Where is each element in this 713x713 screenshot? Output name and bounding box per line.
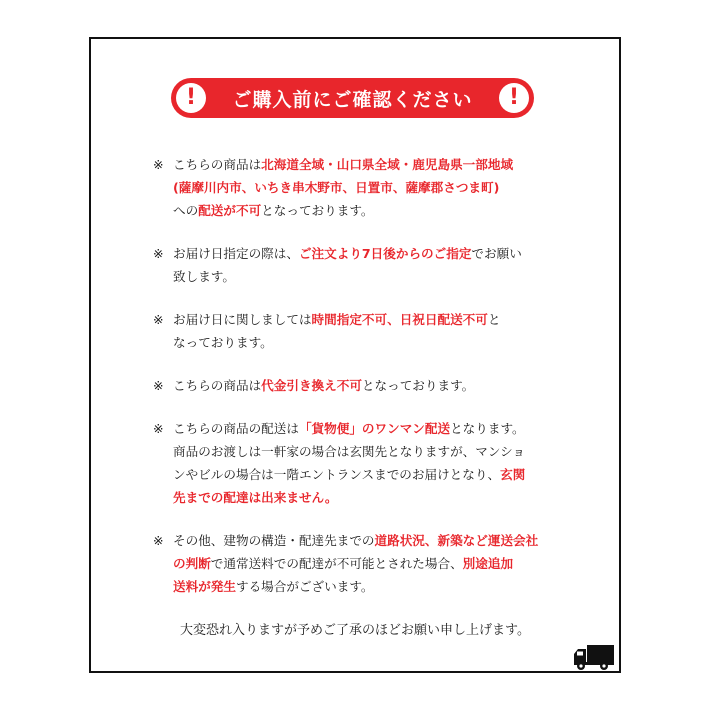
note-mark: ※ <box>153 157 164 172</box>
note-mark: ※ <box>153 421 164 436</box>
banner-title: ご購入前にご確認ください <box>232 88 473 111</box>
note-text: 商品のお渡しは一軒家の場合は玄関先となりますが、マンショ <box>173 444 526 459</box>
closing-message: 大変恐れ入りますが予めご了承のほどお願い申し上げます。 <box>180 623 530 638</box>
note-mark: ※ <box>153 378 164 393</box>
note-text: で通常送料での配達が不可能とされた場合、 <box>210 556 463 571</box>
emphasis-text: 時間指定不可、日祝日配送不可 <box>311 312 488 327</box>
emphasis-text: の判断 <box>173 556 211 571</box>
notice-banner <box>171 78 534 118</box>
notes-list <box>153 153 603 618</box>
note-text: となります。 <box>450 421 525 436</box>
note-text: なっております。 <box>173 335 273 350</box>
note-text: への <box>173 203 199 218</box>
note-text: お届け日指定の際は、 <box>173 246 299 261</box>
emphasis-text: 玄関 <box>500 467 526 482</box>
notice-item <box>153 417 603 509</box>
note-text: こちらの商品の配送は <box>173 421 299 436</box>
note-text: こちらの商品は <box>173 157 262 172</box>
notice-item <box>153 374 603 397</box>
note-text: お届け日に関しましては <box>173 312 312 327</box>
note-text: と <box>487 312 501 327</box>
note-mark: ※ <box>153 533 164 548</box>
emphasis-text: 先までの配達は出来ません。 <box>173 490 338 505</box>
notice-item <box>153 153 603 222</box>
notice-frame <box>89 37 621 673</box>
note-text: 致します。 <box>173 269 235 284</box>
notice-item <box>153 308 603 354</box>
note-text: となっております。 <box>261 203 374 218</box>
note-mark: ※ <box>153 312 164 327</box>
truck-icon <box>573 643 615 671</box>
notice-item <box>153 529 603 598</box>
emphasis-text: (薩摩川内市、いちき串木野市、日置市、薩摩郡さつま町) <box>173 180 500 195</box>
emphasis-text: 道路状況、新築など運送会社 <box>374 533 539 548</box>
emphasis-text: 北海道全域・山口県全域・鹿児島県一部地域 <box>261 157 514 172</box>
note-text: する場合がございます。 <box>235 579 374 594</box>
exclamation-icon: ! <box>499 83 529 113</box>
note-text: となっております。 <box>361 378 475 393</box>
note-text: その他、建物の構造・配達先までの <box>173 533 375 548</box>
emphasis-text: 代金引き換え不可 <box>261 378 362 393</box>
emphasis-text: ご注文より7日後からのご指定 <box>298 246 472 261</box>
note-text: でお願い <box>471 246 522 261</box>
emphasis-text: 別途追加 <box>462 556 514 571</box>
emphasis-text: 送料が発生 <box>173 579 236 594</box>
emphasis-text: 配送が不可 <box>198 203 262 218</box>
exclamation-icon: ! <box>176 83 206 113</box>
note-text: ンやビルの場合は一階エントランスまでのお届けとなり、 <box>173 467 501 482</box>
note-text: こちらの商品は <box>173 378 262 393</box>
notice-item <box>153 242 603 288</box>
note-mark: ※ <box>153 246 164 261</box>
emphasis-text: 「貨物便」のワンマン配送 <box>298 421 451 436</box>
